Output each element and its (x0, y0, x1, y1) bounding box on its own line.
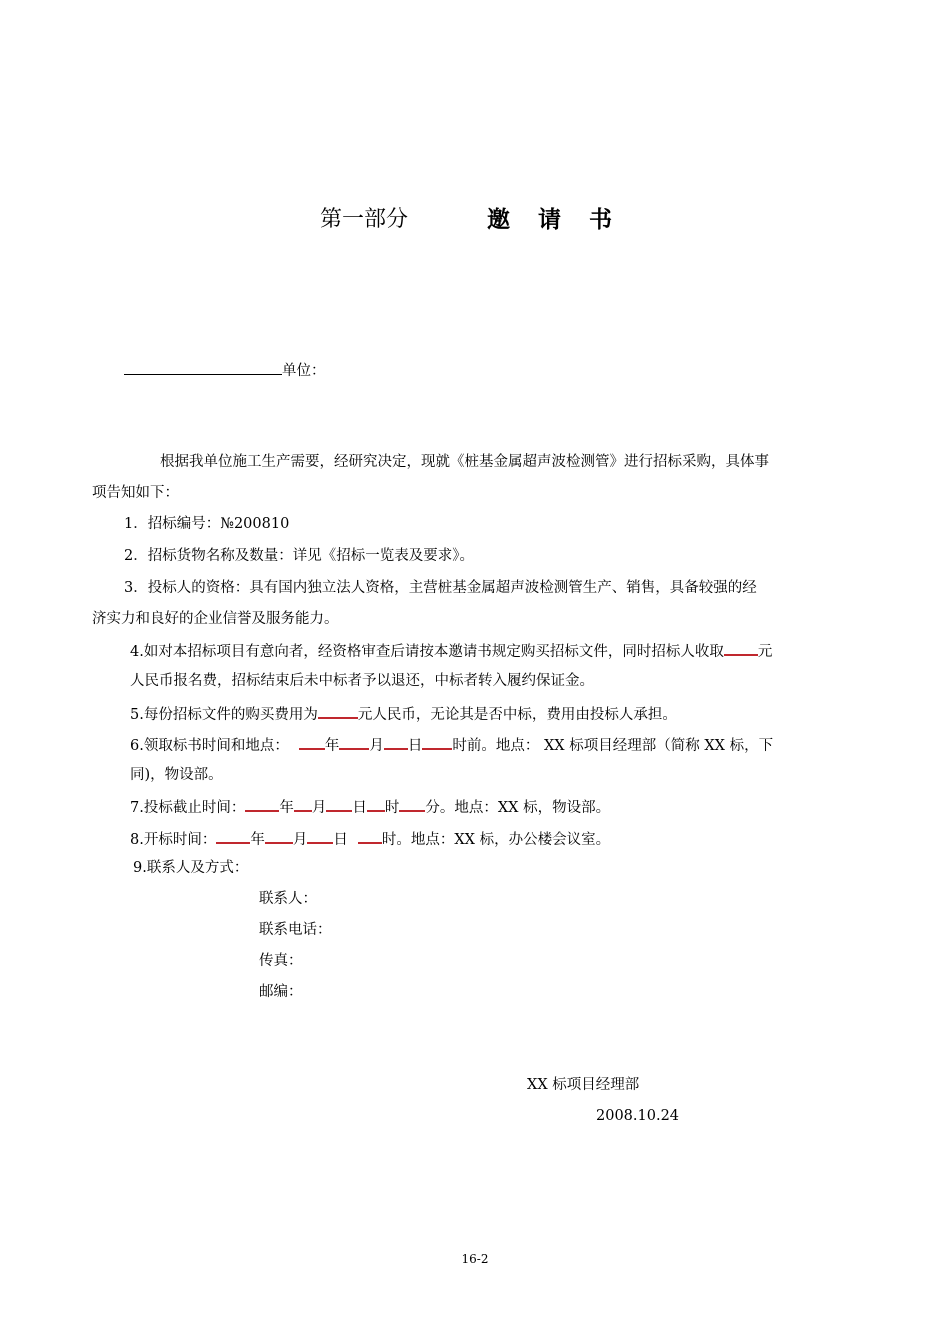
recipient-line (124, 360, 326, 381)
recipient-blank (124, 360, 282, 375)
item-4-line-1 (130, 640, 772, 662)
deadline-blank-minute (399, 796, 425, 812)
item-8-label: 8.开标时间： (130, 832, 217, 848)
day-label: 日 (333, 832, 348, 848)
signature-date: 2008.10.24 (596, 1108, 680, 1124)
deadline-blank-hour (367, 796, 385, 812)
heading-part: 第一部分 (320, 207, 409, 232)
recipient-suffix: 单位： (282, 363, 326, 379)
month-label: 月 (311, 800, 327, 816)
date-blank-day (384, 734, 408, 750)
hour-label: 时 (384, 800, 400, 816)
opening-blank-day (307, 828, 333, 844)
item-8-tail: 时。地点：XX 标，办公楼会议室。 (381, 832, 611, 848)
item-5-tail: 元人民币，无论其是否中标，费用由投标人承担。 (357, 707, 677, 723)
contact-fax: 传真： (259, 953, 303, 969)
item-5 (130, 703, 677, 725)
fee-blank (724, 640, 758, 656)
month-label: 月 (369, 738, 384, 754)
year-label: 年 (279, 800, 294, 816)
item-1: 1．招标编号：№200810 (124, 516, 290, 532)
intro-line-1: 根据我单位施工生产需要，经研究决定，现就《桩基金属超声波检测管》进行招标采购，具体事 (160, 454, 769, 470)
item-9: 9.联系人及方式： (133, 860, 249, 876)
item-6-tail: 时前。地点： XX 标项目经理部（简称 XX 标，下 (452, 738, 774, 754)
item-7 (130, 796, 610, 818)
item-7-label: 7.投标截止时间： (130, 800, 246, 816)
item-6-line-1 (130, 734, 773, 756)
day-label: 日 (407, 738, 423, 754)
signature-org: XX 标项目经理部 (527, 1077, 640, 1093)
item-8 (130, 828, 610, 850)
page-number: 16-2 (461, 1252, 489, 1266)
contact-postcode: 邮编： (259, 984, 303, 1000)
date-blank-month (339, 734, 369, 750)
item-5-text: 5.每份招标文件的购买费用为 (130, 707, 318, 723)
month-label: 月 (292, 832, 308, 848)
date-blank-year (299, 734, 325, 750)
year-label: 年 (324, 738, 340, 754)
opening-blank-month (265, 828, 293, 844)
deadline-blank-month (294, 796, 312, 812)
item-3-line-2: 济实力和良好的企业信誉及服务能力。 (92, 611, 339, 627)
price-blank (318, 703, 358, 719)
item-2: 2．招标货物名称及数量：详见《招标一览表及要求》。 (124, 548, 474, 564)
item-4-end: 元 (757, 644, 773, 660)
intro-line-2: 项告知如下： (92, 485, 179, 501)
opening-blank-hour (358, 828, 382, 844)
heading-title: 邀 请 书 (487, 206, 623, 233)
item-4-text: 4.如对本招标项目有意向者，经资格审查后请按本邀请书规定购买招标文件，同时招标人收取 (130, 644, 724, 660)
contact-person: 联系人： (259, 891, 317, 907)
year-label: 年 (250, 832, 265, 848)
item-6-line-2: 同)，物设部。 (130, 767, 223, 783)
item-6-label: 6.领取标书时间和地点： (130, 738, 289, 754)
item-4-line-2: 人民币报名费，招标结束后未中标者予以退还，中标者转入履约保证金。 (130, 673, 594, 689)
deadline-blank-year (245, 796, 279, 812)
item-3-line-1: 3．投标人的资格：具有国内独立法人资格，主营桩基金属超声波检测管生产、销售，具备较强的经 (124, 580, 757, 596)
date-blank-hour (422, 734, 452, 750)
contact-phone: 联系电话： (259, 922, 332, 938)
opening-blank-year (216, 828, 250, 844)
day-label: 日 (352, 800, 367, 816)
deadline-blank-day (326, 796, 352, 812)
item-7-tail: 分。地点：XX 标，物设部。 (425, 800, 611, 816)
